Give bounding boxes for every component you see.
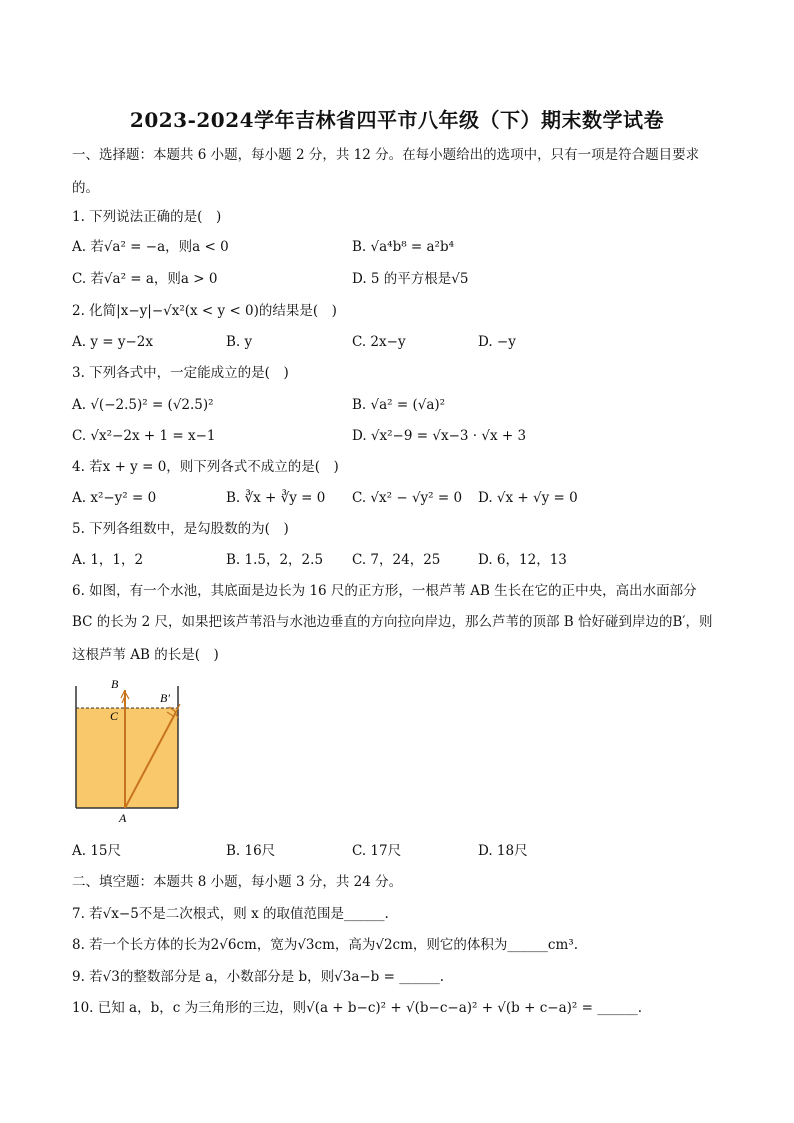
- question-5-option-b: B. 1.5，2，2.5: [226, 552, 324, 568]
- question-2-stem: 2. 化简|x−y|−√x²(x < y < 0)的结果是( ): [72, 303, 337, 319]
- question-2-option-d: D. −y: [478, 334, 516, 350]
- question-9: 9. 若√3的整数部分是 a，小数部分是 b，则√3a−b = ______.: [72, 969, 445, 985]
- question-4-stem: 4. 若x + y = 0，则下列各式不成立的是( ): [72, 459, 339, 475]
- question-2-option-a: A. y = y−2x: [72, 334, 153, 350]
- section2-prefix: 二、填空题：: [72, 874, 153, 890]
- question-1-stem: 1. 下列说法正确的是( ): [72, 209, 222, 225]
- question-3-option-d: D. √x²−9 = √x−3 · √x + 3: [352, 428, 527, 444]
- question-1-option-c: C. 若√a² = a，则a > 0: [72, 271, 218, 287]
- question-1-option-a: A. 若√a² = −a，则a < 0: [72, 239, 229, 255]
- question-4-option-a: A. x²−y² = 0: [72, 490, 157, 506]
- question-8: 8. 若一个长方体的长为2√6cm，宽为√3cm，高为√2cm，则它的体积为______cm³.: [72, 937, 578, 953]
- question-6-stem-line1: 6. 如图，有一个水池，其底面是边长为 16 尺的正方形，一根芦苇 AB 生长在它的正中央，高出水面部分: [72, 583, 697, 599]
- question-5-option-a: A. 1，1，2: [72, 552, 144, 568]
- page-title: 2023-2024学年吉林省四平市八年级（下）期末数学试卷: [129, 108, 665, 132]
- label-c: C: [110, 709, 119, 723]
- question-4-option-d: D. √x + √y = 0: [478, 490, 578, 506]
- question-6-stem-line3: 这根芦苇 AB 的长是( ): [72, 647, 219, 663]
- question-2-option-b: B. y: [226, 334, 253, 350]
- label-b-prime: B′: [160, 691, 170, 705]
- question-5-option-d: D. 6，12，13: [478, 552, 567, 568]
- section1-heading: 一、选择题：本题共 6 小题，每小题 2 分，共 12 分。在每小题给出的选项中，只有一项是符合题目要求: [72, 147, 700, 163]
- question-10: 10. 已知 a，b，c 为三角形的三边，则√(a + b−c)² + √(b−c−a)² + √(b + c−a)² = ______.: [72, 1000, 642, 1016]
- question-1-option-b: B. √a⁴b⁸ = a²b⁴: [352, 239, 455, 255]
- question-4-option-c: C. √x² − √y² = 0: [352, 490, 463, 506]
- question-4-option-b: B. ∛x + ∛y = 0: [226, 490, 326, 506]
- question-5-option-c: C. 7，24，25: [352, 552, 441, 568]
- question-6-option-c: C. 17尺: [352, 843, 402, 859]
- question-3-stem: 3. 下列各式中，一定能成立的是( ): [72, 365, 289, 381]
- question-7: 7. 若√x−5不是二次根式，则 x 的取值范围是______.: [72, 906, 389, 922]
- question-6-option-b: B. 16尺: [226, 843, 276, 859]
- question-5-stem: 5. 下列各组数中，是勾股数的为( ): [72, 521, 289, 537]
- section2-heading: [72, 873, 402, 891]
- label-a: A: [119, 811, 127, 824]
- question-3-option-c: C. √x²−2x + 1 = x−1: [72, 428, 216, 444]
- question-6-stem-line2: BC 的长为 2 尺，如果把该芦苇沿与水池边垂直的方向拉向岸边，那么芦苇的顶部 B 恰好碰到岸边的B′，则: [72, 614, 713, 630]
- question-6-option-d: D. 18尺: [478, 843, 528, 859]
- section2-rest: 本题共 8 小题，每小题 3 分，共 24 分。: [153, 874, 403, 890]
- question-2-option-c: C. 2x−y: [352, 334, 406, 350]
- question-3-option-b: B. √a² = (√a)²: [352, 397, 446, 413]
- water-area: [76, 708, 178, 808]
- question-1-option-d: D. 5 的平方根是√5: [352, 271, 469, 287]
- label-b: B: [111, 677, 119, 691]
- pond-reed-figure: [70, 676, 190, 824]
- question-6-option-a: A. 15尺: [72, 843, 122, 859]
- section1-heading-cont: 的。: [72, 180, 99, 196]
- question-3-option-a: A. √(−2.5)² = (√2.5)²: [72, 397, 214, 413]
